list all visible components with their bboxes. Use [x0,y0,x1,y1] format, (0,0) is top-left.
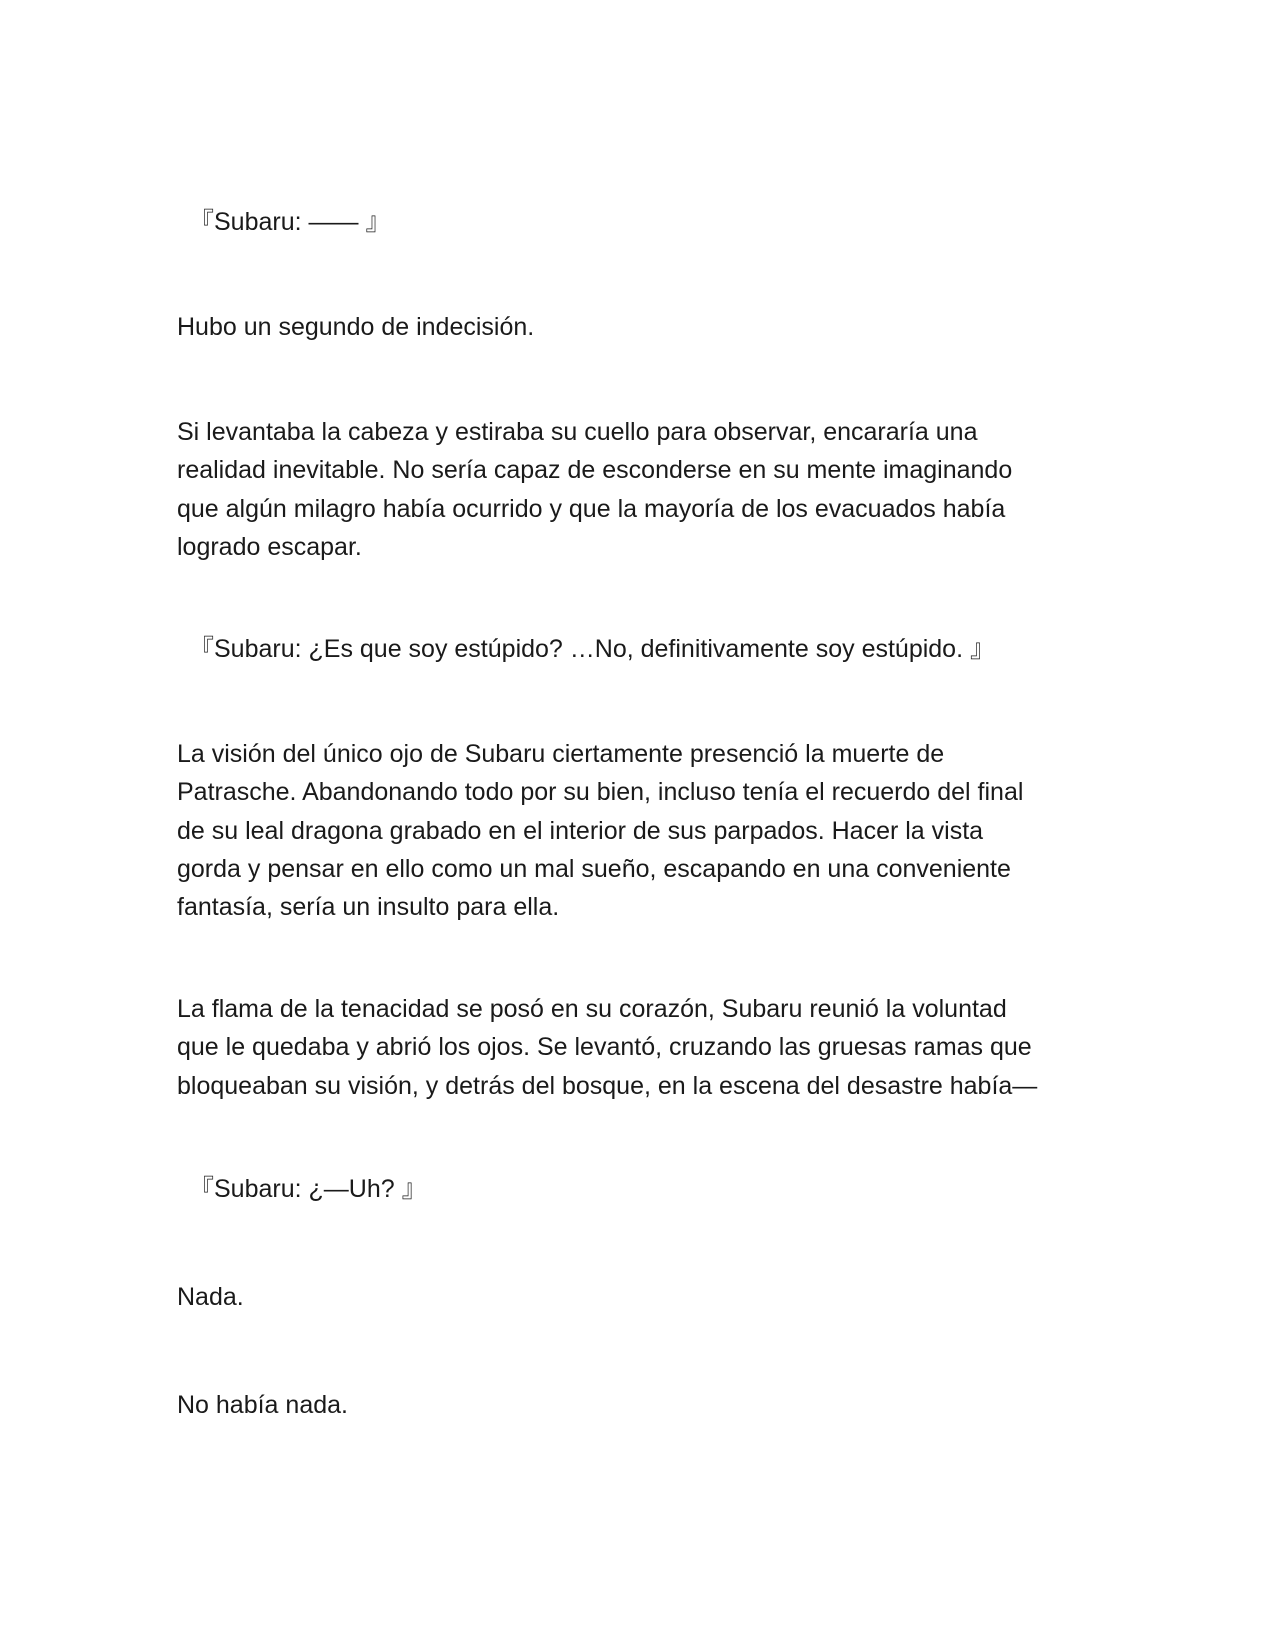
text-line: 『Subaru: ¿Es que soy estúpido? …No, definitivamente soy estúpido. 』 [189,635,995,663]
text-line: de su leal dragona grabado en el interior de sus parpados. Hacer la vista [177,816,984,845]
paragraph [177,735,1097,926]
text-line: fantasía, sería un insulto para ella. [177,893,560,922]
text-line: 『Subaru: ¿—Uh? 』 [189,1175,427,1203]
text-line: logrado escapar. [177,532,362,561]
dialogue-line [189,1170,1109,1208]
dialogue-line [189,630,1109,668]
paragraph [177,413,1097,566]
text-line: que algún milagro había ocurrido y que la mayoría de los evacuados había [177,494,1006,523]
paragraph [177,1386,1097,1424]
text-line: 『Subaru: —— 』 [189,208,391,236]
paragraph [177,1278,1097,1316]
text-line: realidad inevitable. No sería capaz de esconderse en su mente imaginando [177,456,1013,485]
text-line: No había nada. [177,1391,348,1419]
text-line: La flama de la tenacidad se posó en su corazón, Subaru reunió la voluntad [177,995,1007,1023]
text-line: Si levantaba la cabeza y estiraba su cuello para observar, encararía una [177,418,978,446]
text-line: bloqueaban su visión, y detrás del bosque, en la escena del desastre había— [177,1071,1038,1100]
dialogue-line [189,203,1109,241]
text-line: Nada. [177,1283,244,1311]
text-line: que le quedaba y abrió los ojos. Se levantó, cruzando las gruesas ramas que [177,1033,1032,1062]
text-line: La visión del único ojo de Subaru ciertamente presenció la muerte de [177,740,945,768]
text-line: Hubo un segundo de indecisión. [177,313,535,341]
paragraph [177,308,1097,346]
paragraph [177,990,1097,1105]
text-line: Patrasche. Abandonando todo por su bien, incluso tenía el recuerdo del final [177,778,1024,807]
text-line: gorda y pensar en ello como un mal sueño, escapando en una conveniente [177,854,1011,883]
